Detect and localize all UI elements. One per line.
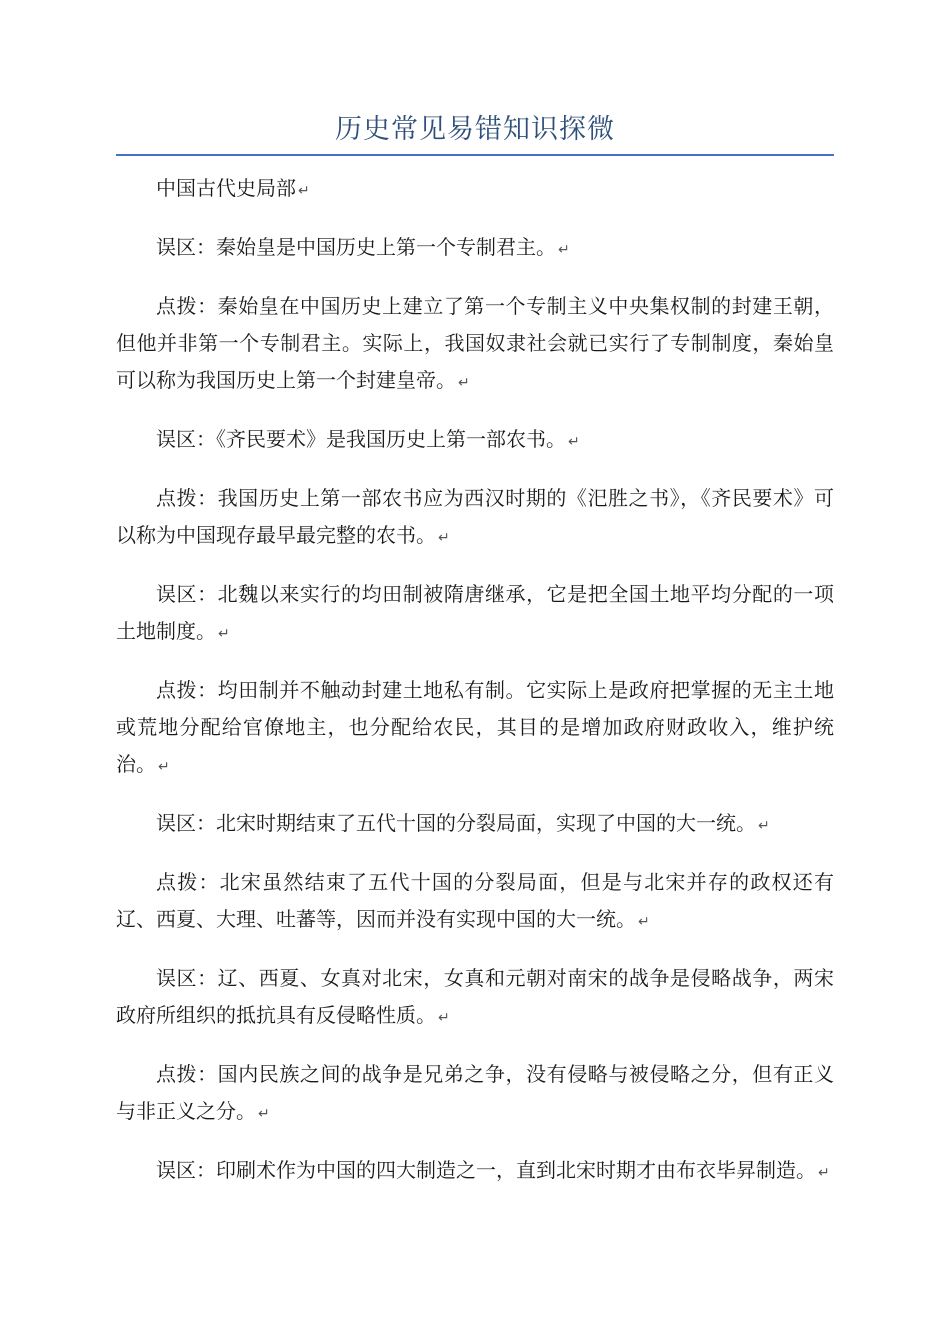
paragraph-misconception: 误区：印刷术作为中国的四大制造之一，直到北宋时期才由布衣毕昇制造。 ↵ [156,1158,830,1182]
paragraph-explanation: 点拨：均田制并不触动封建土地私有制。它实际上是政府把掌握的无主土地或荒地分配给官僚地主，也分配给农民，其目的是增加政府财政收入，维护统治。 ↵ [116,678,834,776]
paragraph-explanation: 点拨：国内民族之间的战争是兄弟之争，没有侵略与被侵略之分，但有正义与非正义之分。 ↵ [116,1062,834,1123]
paragraph-mark-icon: ↵ [568,434,580,450]
paragraph-misconception: 误区：《齐民要术》是我国历史上第一部农书。 ↵ [156,427,580,451]
paragraph-misconception: 误区：北宋时期结束了五代十国的分裂局面，实现了中国的大一统。 ↵ [156,811,770,835]
paragraph-mark-icon: ↵ [638,914,650,930]
paragraph-explanation: 点拨：我国历史上第一部农书应为西汉时期的《汜胜之书》，《齐民要术》可以称为中国现存最早最完整的农书。 ↵ [116,486,834,547]
paragraph-mark-icon: ↵ [158,759,170,775]
paragraph-mark-icon: ↵ [218,626,230,642]
paragraph-mark-icon: ↵ [258,1106,270,1122]
paragraph-misconception: 误区：北魏以来实行的均田制被隋唐继承，它是把全国土地平均分配的一项土地制度。 ↵ [116,582,834,643]
paragraph-explanation: 点拨：秦始皇在中国历史上建立了第一个专制主义中央集权制的封建王朝，但他并非第一个专制君主。实际上，我国奴隶社会就已实行了专制制度，秦始皇可以称为我国历史上第一个封建皇帝。 ↵ [116,294,834,392]
paragraph-mark-icon: ↵ [438,530,450,546]
document-title: 历史常见易错知识探微 [335,114,615,145]
paragraph-mark-icon: ↵ [458,375,470,391]
document-body [116,170,834,1211]
paragraph-mark-icon: ↵ [438,1010,450,1026]
title-underline [116,154,834,156]
paragraph-mark-icon: ↵ [758,818,770,834]
paragraph-misconception: 误区：辽、西夏、女真对北宋，女真和元朝对南宋的战争是侵略战争，两宋政府所组织的抵抗具有反侵略性质。 ↵ [116,966,834,1027]
paragraph-section-heading: 中国古代史局部 ↵ [156,176,310,200]
paragraph-mark-icon: ↵ [558,242,570,258]
paragraph-mark-icon: ↵ [298,183,310,199]
paragraph-mark-icon: ↵ [818,1165,830,1181]
paragraph-explanation: 点拨：北宋虽然结束了五代十国的分裂局面，但是与北宋并存的政权还有辽、西夏、大理、吐蕃等，因而并没有实现中国的大一统。 ↵ [116,870,834,931]
paragraph-misconception: 误区：秦始皇是中国历史上第一个专制君主。 ↵ [156,235,570,259]
